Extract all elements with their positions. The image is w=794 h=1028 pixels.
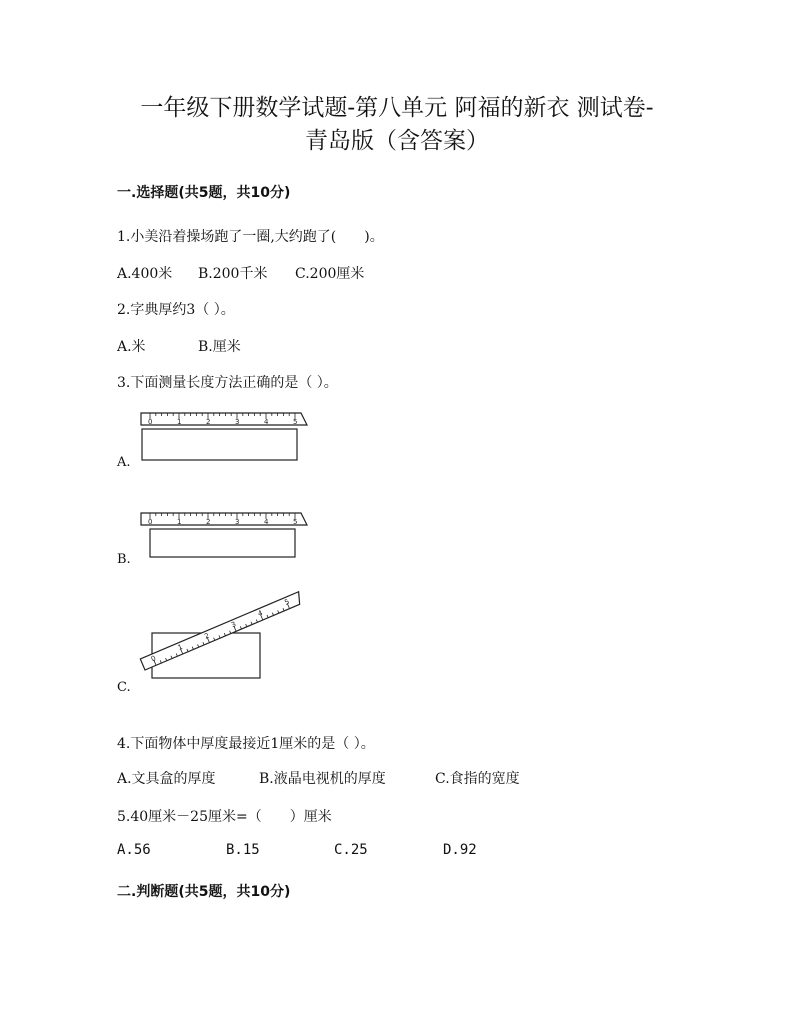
- ruler-tick-label: 3: [235, 518, 240, 526]
- ruler: [141, 513, 307, 526]
- ruler-tick-label: 3: [235, 418, 240, 426]
- ruler-tick-label: 0: [149, 654, 158, 664]
- option-a[interactable]: A.米: [117, 339, 146, 355]
- ruler-tick-label: 5: [293, 418, 298, 426]
- question-2-stem: 2.字典厚约3（ ）。: [117, 302, 235, 318]
- ruler-tick-label: 4: [256, 608, 264, 619]
- ruler-tick-label: 2: [203, 631, 211, 641]
- figure-b-ruler-measurement: [135, 508, 315, 564]
- title-line-1: 一年级下册数学试题-第八单元 阿福的新衣 测试卷-: [140, 95, 654, 121]
- ruler-tick-label: 1: [177, 418, 182, 426]
- ruler-tick-label: 4: [264, 418, 269, 426]
- section-heading-judge: 二.判断题(共5题，共10分): [117, 884, 291, 900]
- question-4-stem: 4.下面物体中厚度最接近1厘米的是（ ）。: [117, 736, 375, 752]
- option-c[interactable]: C.200厘米: [295, 266, 365, 282]
- question-5-stem: 5.40厘米－25厘米=（ ）厘米: [117, 809, 332, 825]
- section-heading-choice: 一.选择题(共5题，共10分): [117, 185, 291, 201]
- option-b[interactable]: B.液晶电视机的厚度: [259, 771, 386, 787]
- option-a[interactable]: A.文具盒的厚度: [117, 771, 216, 787]
- option-b[interactable]: B.15: [226, 842, 260, 858]
- ruler-tick-label: 3: [229, 620, 238, 630]
- option-b[interactable]: B.厘米: [198, 339, 241, 355]
- ruler-tick-label: 5: [283, 597, 291, 607]
- question-3-stem: 3.下面测量长度方法正确的是（ ）。: [117, 375, 338, 391]
- measured-rectangle: [142, 429, 297, 460]
- figure-a-ruler-measurement: [135, 408, 315, 464]
- measured-rectangle: [150, 529, 295, 557]
- option-a[interactable]: A.: [117, 455, 131, 470]
- ruler-tick-label: 4: [264, 518, 269, 526]
- question-1-stem: 1.小美沿着操场跑了一圈,大约跑了( )。: [117, 229, 384, 245]
- option-b[interactable]: B.200千米: [198, 266, 268, 282]
- ruler-tick-label: 2: [206, 418, 211, 426]
- option-b[interactable]: B.: [117, 552, 131, 567]
- page-title: [0, 92, 794, 158]
- ruler-tick-label: 5: [293, 518, 298, 526]
- option-c[interactable]: C.食指的宽度: [435, 771, 520, 787]
- title-line-2: 青岛版（含答案）: [305, 128, 489, 154]
- figure-c-ruler-measurement: [135, 597, 315, 688]
- option-d[interactable]: D.92: [443, 842, 477, 858]
- option-a[interactable]: A.56: [117, 842, 151, 858]
- ruler-tick-label: 0: [148, 418, 153, 426]
- ruler-tick-label: 1: [176, 642, 184, 652]
- ruler-tick-label: 1: [177, 518, 182, 526]
- ruler: [141, 413, 307, 426]
- ruler-tick-label: 0: [148, 518, 153, 526]
- option-c[interactable]: C.: [117, 680, 131, 695]
- option-c[interactable]: C.25: [334, 842, 368, 858]
- option-a[interactable]: A.400米: [117, 266, 173, 282]
- ruler-tick-label: 2: [206, 518, 211, 526]
